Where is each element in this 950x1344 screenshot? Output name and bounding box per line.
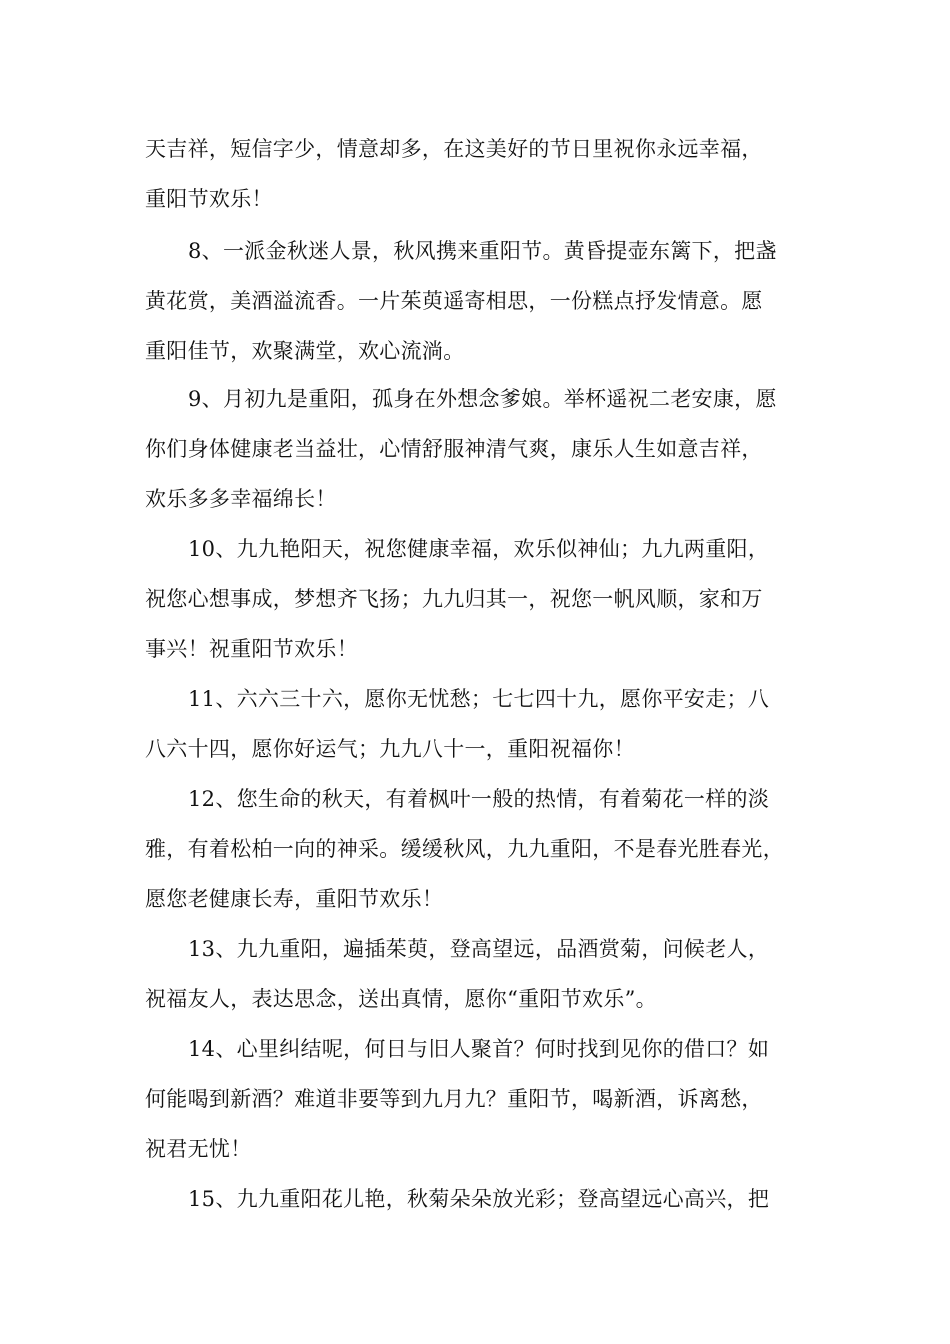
text-line: 祝您心想事成，梦想齐飞扬；九九归其一，祝您一帆风顺，家和万 bbox=[145, 587, 763, 611]
text-line: 重阳节欢乐！ bbox=[145, 187, 273, 211]
text-line: 雅，有着松柏一向的神采。缓缓秋风，九九重阳，不是春光胜春光， bbox=[145, 837, 784, 861]
text-line: 重阳佳节，欢聚满堂，欢心流淌。 bbox=[145, 339, 465, 363]
text-line: 15、九九重阳花儿艳，秋菊朵朵放光彩；登高望远心高兴，把 bbox=[188, 1187, 770, 1211]
text-line: 9、月初九是重阳，孤身在外想念爹娘。举杯遥祝二老安康，愿 bbox=[188, 387, 777, 411]
text-line: 10、九九艳阳天，祝您健康幸福，欢乐似神仙；九九两重阳， bbox=[188, 537, 770, 561]
text-line: 13、九九重阳，遍插茱萸，登高望远，品酒赏菊，问候老人， bbox=[188, 937, 770, 961]
text-line: 黄花赏，美酒溢流香。一片茱萸遥寄相思，一份糕点抒发情意。愿 bbox=[145, 289, 763, 313]
text-line: 八六十四，愿你好运气；九九八十一，重阳祝福你！ bbox=[145, 737, 635, 761]
text-line: 11、六六三十六，愿你无忧愁；七七四十九，愿你平安走；八 bbox=[188, 687, 770, 711]
text-line: 12、您生命的秋天，有着枫叶一般的热情，有着菊花一样的淡 bbox=[188, 787, 770, 811]
text-line: 事兴！祝重阳节欢乐！ bbox=[145, 637, 358, 661]
text-line: 祝福友人，表达思念，送出真情，愿你“重阳节欢乐”。 bbox=[145, 987, 657, 1011]
text-line: 祝君无忧！ bbox=[145, 1137, 252, 1161]
text-line: 你们身体健康老当益壮，心情舒服神清气爽，康乐人生如意吉祥， bbox=[145, 437, 763, 461]
text-line: 8、一派金秋迷人景，秋风携来重阳节。黄昏提壶东篱下，把盏 bbox=[188, 239, 777, 263]
text-line: 14、心里纠结呢，何日与旧人聚首？何时找到见你的借口？如 bbox=[188, 1037, 770, 1061]
text-line: 欢乐多多幸福绵长！ bbox=[145, 487, 337, 511]
text-line: 何能喝到新酒？难道非要等到九月九？重阳节，喝新酒，诉离愁， bbox=[145, 1087, 763, 1111]
text-line: 愿您老健康长寿，重阳节欢乐！ bbox=[145, 887, 444, 911]
text-line: 天吉祥，短信字少，情意却多，在这美好的节日里祝你永远幸福， bbox=[145, 137, 763, 161]
